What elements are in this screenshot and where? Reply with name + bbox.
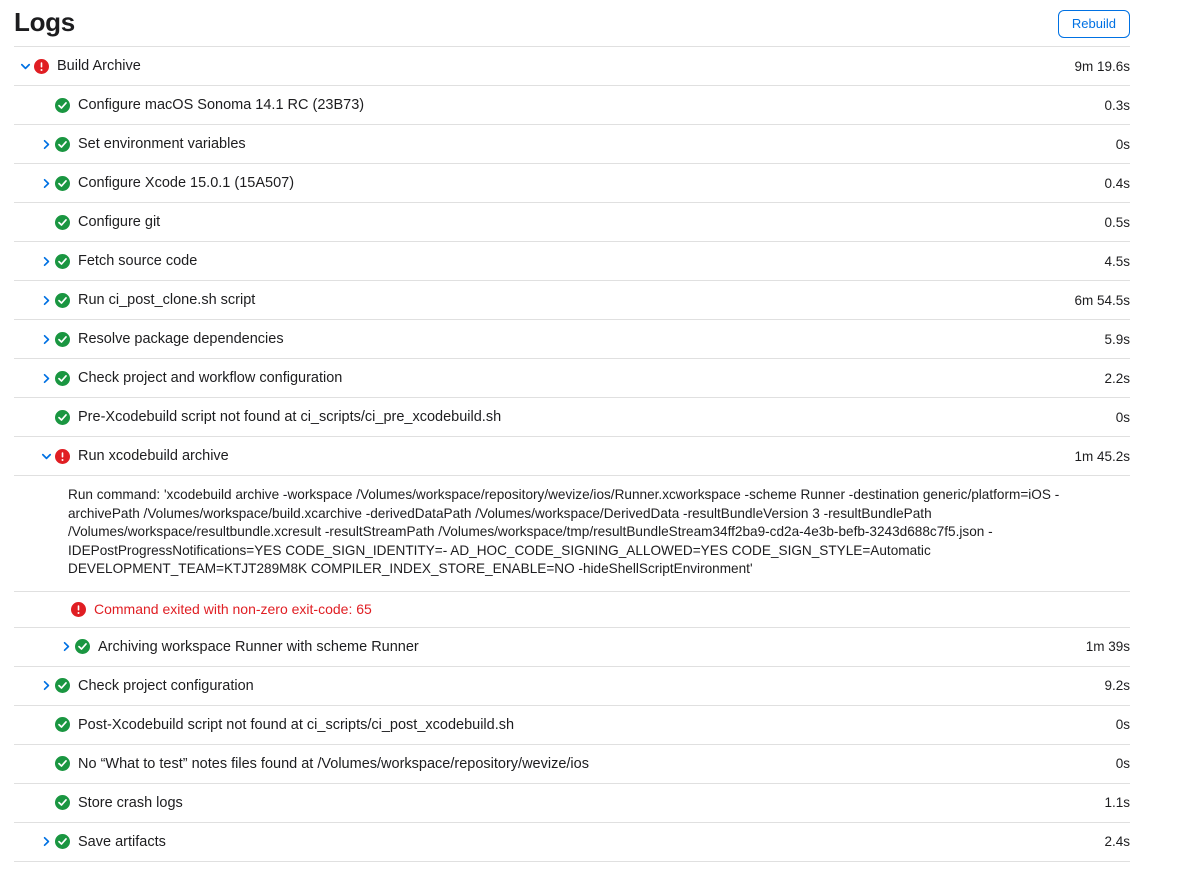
- log-step-row[interactable]: [14, 667, 1130, 706]
- log-step-label: Configure git: [78, 214, 161, 230]
- log-step-duration: 5.9s: [1104, 331, 1130, 347]
- success-check-icon: [55, 137, 70, 152]
- chevron-right-icon[interactable]: [39, 835, 53, 849]
- success-check-icon: [55, 410, 70, 425]
- log-step-row[interactable]: [14, 320, 1130, 359]
- error-message-text: Command exited with non-zero exit-code: 65: [94, 601, 372, 618]
- log-step-row[interactable]: [14, 203, 1130, 242]
- log-step-label: Run ci_post_clone.sh script: [78, 292, 256, 308]
- success-check-icon: [55, 795, 70, 810]
- log-step-label: Fetch source code: [78, 253, 198, 269]
- chevron-down-icon[interactable]: [39, 449, 53, 463]
- success-check-icon: [55, 678, 70, 693]
- error-status-icon: [34, 59, 49, 74]
- chevron-right-icon[interactable]: [39, 679, 53, 693]
- chevron-right-icon[interactable]: [59, 640, 73, 654]
- log-step-duration: 0s: [1115, 136, 1130, 152]
- log-step-duration: 1m 45.2s: [1074, 448, 1130, 464]
- log-step-duration: 2.2s: [1104, 370, 1130, 386]
- log-step-row[interactable]: [14, 398, 1130, 437]
- log-step-duration: 6m 54.5s: [1074, 292, 1130, 308]
- log-step-label: Pre-Xcodebuild script not found at ci_scripts/ci_pre_xcodebuild.sh: [78, 409, 502, 425]
- success-check-icon: [55, 98, 70, 113]
- log-step-row[interactable]: [14, 86, 1130, 125]
- log-step-label: Run xcodebuild archive: [78, 448, 229, 464]
- log-step-row[interactable]: [14, 125, 1130, 164]
- log-step-label: Build Archive: [57, 58, 141, 74]
- log-step-row[interactable]: [14, 706, 1130, 745]
- chevron-down-icon[interactable]: [18, 59, 32, 73]
- log-step-row[interactable]: [14, 281, 1130, 320]
- log-step-row[interactable]: [14, 745, 1130, 784]
- chevron-right-icon[interactable]: [39, 293, 53, 307]
- log-step-duration: 9m 19.6s: [1074, 58, 1130, 74]
- success-check-icon: [55, 834, 70, 849]
- log-step-duration: 0s: [1115, 756, 1130, 772]
- log-step-row[interactable]: [14, 164, 1130, 203]
- log-step-label: Archiving workspace Runner with scheme Runner: [98, 638, 419, 655]
- log-step-duration: 0.5s: [1104, 214, 1130, 230]
- success-check-icon: [75, 639, 90, 654]
- log-step-row[interactable]: [14, 47, 1130, 86]
- error-message-row: [14, 592, 1130, 628]
- page-header: [0, 0, 1180, 42]
- log-step-row[interactable]: [14, 437, 1130, 476]
- chevron-right-icon[interactable]: [39, 332, 53, 346]
- log-step-label: Resolve package dependencies: [78, 331, 284, 347]
- error-status-icon: [55, 449, 70, 464]
- log-step-duration: 0s: [1115, 409, 1130, 425]
- log-step-label: Check project and workflow configuration: [78, 370, 343, 386]
- success-check-icon: [55, 332, 70, 347]
- log-step-duration: 9.2s: [1104, 678, 1130, 694]
- chevron-right-icon[interactable]: [39, 371, 53, 385]
- command-detail-text: Run command: 'xcodebuild archive -workspace /Volumes/workspace/repository/wevize/ios/Runner.xcworkspace -scheme Runner -destination generic/platform=iOS -archivePath /Volumes/workspace/build.xcarchive -derivedDataPath /Volumes/workspace/DerivedData -resultBundleVersion 3 -resultBundlePath /Volumes/workspace/resultbundle.xcresult -resultStreamPath /Volumes/workspace/tmp/resultBundleStream34ff2ba9-cd2a-4e3b-befb-3243d688c7f5.json -IDEPostProgressNotifications=YES CODE_SIGN_IDENTITY=- AD_HOC_CODE_SIGNING_ALLOWED=YES CODE_SIGN_STYLE=Automatic DEVELOPMENT_TEAM=KTJT289M8K COMPILER_INDEX_STORE_ENABLE=NO -hideShellScriptEnvironment': [14, 476, 1130, 592]
- log-step-duration: 0.4s: [1104, 175, 1130, 191]
- log-step-duration: 1m 39s: [1085, 639, 1130, 655]
- log-step-duration: 1.1s: [1104, 795, 1130, 811]
- rebuild-button[interactable]: Rebuild: [1058, 10, 1130, 38]
- log-step-label: Configure macOS Sonoma 14.1 RC (23B73): [78, 97, 365, 113]
- chevron-right-icon[interactable]: [39, 137, 53, 151]
- success-check-icon: [55, 176, 70, 191]
- success-check-icon: [55, 717, 70, 732]
- log-step-row[interactable]: [14, 823, 1130, 862]
- log-step-label: Save artifacts: [78, 833, 166, 850]
- log-step-label: Set environment variables: [78, 136, 246, 152]
- success-check-icon: [55, 254, 70, 269]
- log-step-label: Post-Xcodebuild script not found at ci_scripts/ci_post_xcodebuild.sh: [78, 716, 515, 733]
- log-step-row[interactable]: [14, 784, 1130, 823]
- chevron-right-icon[interactable]: [39, 254, 53, 268]
- success-check-icon: [55, 371, 70, 386]
- chevron-right-icon[interactable]: [39, 176, 53, 190]
- log-step-duration: 0.3s: [1104, 97, 1130, 113]
- log-step-row[interactable]: [14, 628, 1130, 667]
- log-step-duration: 0s: [1115, 717, 1130, 733]
- log-step-duration: 2.4s: [1104, 834, 1130, 850]
- page-title: Logs: [14, 7, 75, 37]
- log-step-row[interactable]: [14, 359, 1130, 398]
- success-check-icon: [55, 293, 70, 308]
- log-step-duration: 4.5s: [1104, 253, 1130, 269]
- log-step-row[interactable]: [14, 242, 1130, 281]
- log-step-label: Configure Xcode 15.0.1 (15A507): [78, 175, 295, 191]
- log-step-label: No “What to test” notes files found at /Volumes/workspace/repository/wevize/ios: [78, 755, 589, 772]
- success-check-icon: [55, 215, 70, 230]
- success-check-icon: [55, 756, 70, 771]
- log-step-list: [14, 46, 1130, 862]
- log-step-label: Store crash logs: [78, 794, 183, 811]
- error-status-icon: [71, 602, 86, 617]
- log-step-label: Check project configuration: [78, 677, 254, 694]
